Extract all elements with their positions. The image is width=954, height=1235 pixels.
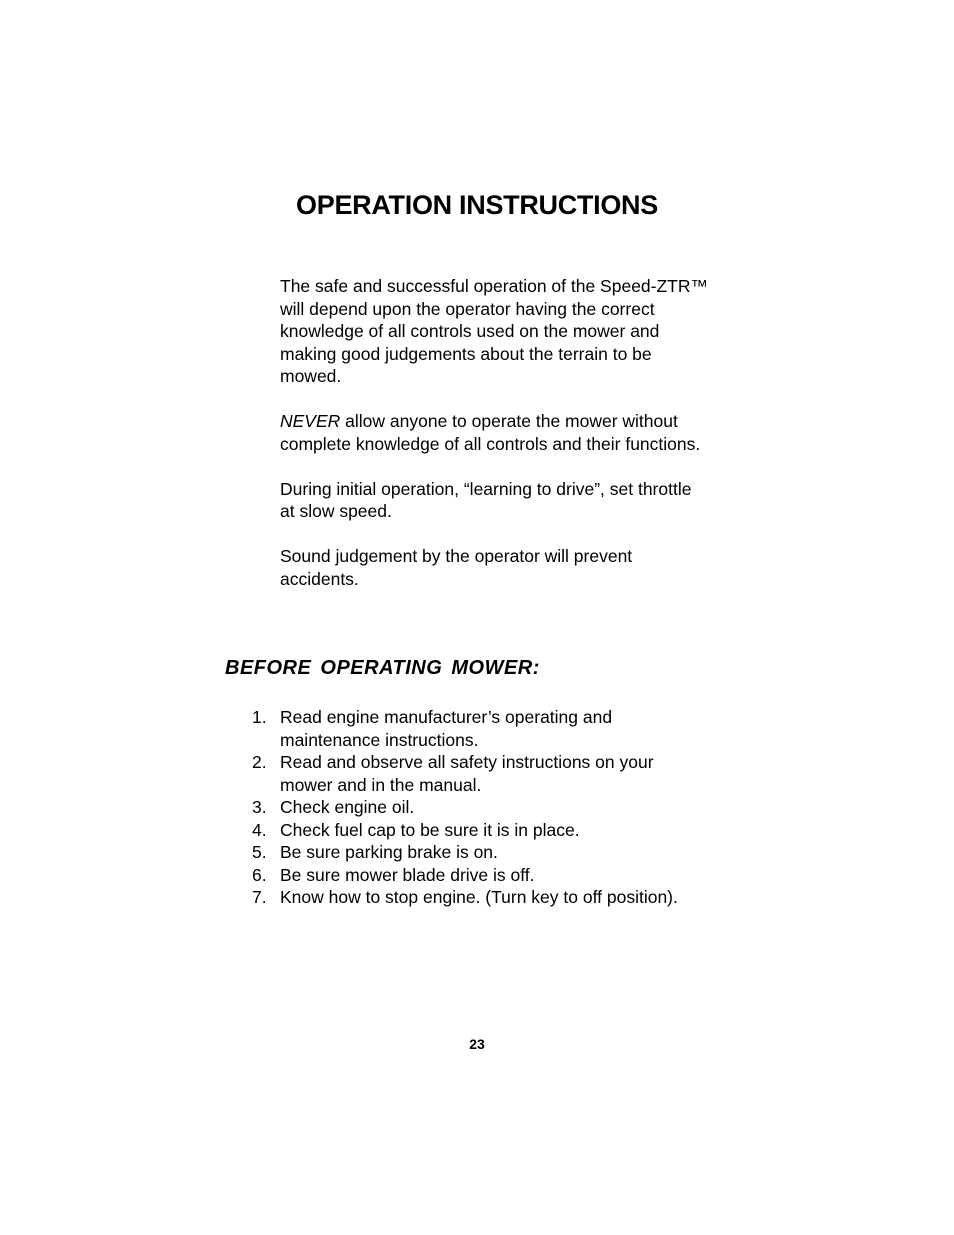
list-item-text: Be sure parking brake is on. bbox=[280, 842, 498, 862]
list-item bbox=[250, 751, 710, 796]
section-heading: BEFORE OPERATING MOWER: bbox=[225, 657, 540, 679]
list-item bbox=[250, 886, 710, 909]
list-item-number: 4. bbox=[252, 819, 267, 840]
list-item-text: Know how to stop engine. (Turn key to off position). bbox=[280, 887, 678, 907]
list-item-number: 2. bbox=[252, 752, 267, 772]
list-item bbox=[250, 864, 710, 887]
list-item-text: Be sure mower blade drive is off. bbox=[280, 864, 535, 885]
list-item-text: Check fuel cap to be sure it is in place. bbox=[280, 819, 580, 840]
list-item bbox=[250, 841, 710, 864]
list-item bbox=[250, 706, 710, 751]
list-item-text: Check engine oil. bbox=[280, 797, 415, 817]
list-item-number: 6. bbox=[252, 864, 267, 885]
list-item-number: 3. bbox=[252, 797, 267, 817]
intro-paragraph-2-text: allow anyone to operate the mower without complete knowledge of all controls and their functions. bbox=[280, 411, 701, 454]
never-emphasis: NEVER bbox=[280, 411, 341, 431]
intro-paragraph-2 bbox=[280, 410, 710, 455]
list-item-text: Read engine manufacturer’s operating and maintenance instructions. bbox=[280, 707, 613, 750]
list-item-number: 7. bbox=[252, 887, 267, 907]
intro-paragraph-1: The safe and successful operation of the Speed-ZTR™ will depend upon the operator having the correct knowledge of all controls used on the mower and making good judgements about the terrain to be mowed. bbox=[280, 276, 709, 386]
intro-section bbox=[280, 275, 710, 613]
page-title: OPERATION INSTRUCTIONS bbox=[296, 190, 658, 220]
list-item-number: 5. bbox=[252, 842, 267, 862]
list-item bbox=[250, 796, 710, 819]
intro-paragraph-4: Sound judgement by the operator will prevent accidents. bbox=[280, 546, 633, 589]
page-number: 23 bbox=[469, 1036, 485, 1052]
pre-operation-checklist bbox=[250, 706, 710, 909]
list-item bbox=[250, 819, 710, 842]
list-item-number: 1. bbox=[252, 707, 267, 727]
intro-paragraph-3: During initial operation, “learning to drive”, set throttle at slow speed. bbox=[280, 478, 692, 521]
list-item-text: Read and observe all safety instructions on your mower and in the manual. bbox=[280, 752, 654, 795]
